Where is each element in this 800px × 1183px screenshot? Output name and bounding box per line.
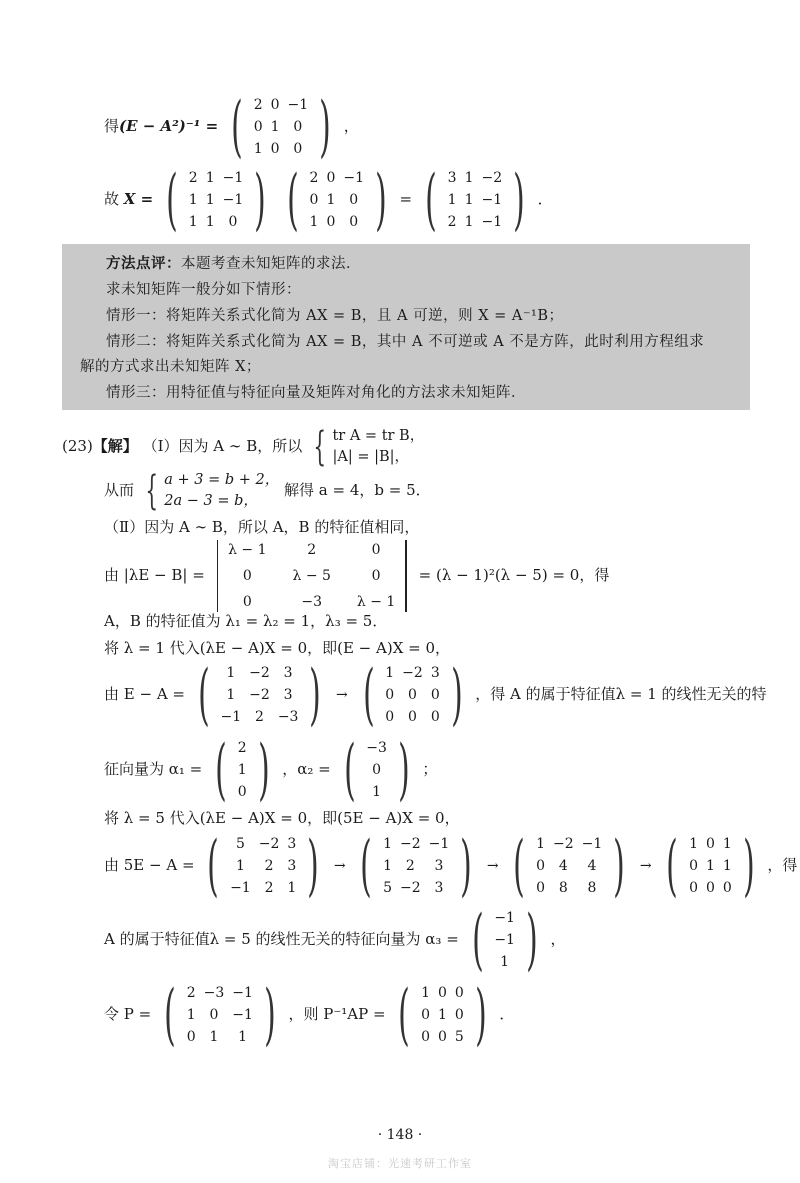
reduce-5e-minus-a <box>104 827 798 904</box>
bracket: ) <box>526 901 538 978</box>
eigenvalues: A，B 的特征值为 λ₁ = λ₂ = 1，λ₃ = 5． <box>104 612 388 630</box>
bracket: ( <box>207 827 219 904</box>
matrix-cell: −2 <box>249 665 270 681</box>
watermark: 淘宝店铺：光速考研工作室 <box>328 1157 472 1170</box>
bracket: ( <box>215 731 227 808</box>
matrix-cell: 1 <box>500 954 510 970</box>
matrix-cell: 1 <box>722 858 732 874</box>
bracket: ( <box>360 827 372 904</box>
matrix-cell: 4 <box>558 858 568 874</box>
matrix-grid <box>217 662 303 728</box>
matrix-cell: −1 <box>230 880 251 896</box>
matrix-cell: −2 <box>400 836 421 852</box>
text: A 的属于特征值λ = 5 的线性无关的特征向量为 α₃ = <box>104 930 459 948</box>
text: ，则 P⁻¹AP = <box>288 1005 386 1023</box>
matrix-cell: 1 <box>205 170 215 186</box>
matrix-cell: 1 <box>722 836 732 852</box>
sys-row: |A| = |B|， <box>332 449 410 465</box>
matrix-cell: 0 <box>293 119 303 135</box>
matrix-cell: 1 <box>253 141 263 157</box>
substitute-lambda-5: 将 λ = 5 代入(λE − A)X = 0，即(5E − A)X = 0， <box>104 809 460 827</box>
det-bar <box>217 540 219 612</box>
matrix-cell: 1 <box>188 214 198 230</box>
bracket: ( <box>398 976 410 1053</box>
matrix-cell: 0 <box>242 568 252 584</box>
matrix-cell: −3 <box>203 985 225 1001</box>
matrix-cell: 0 <box>421 1007 430 1023</box>
matrix-cell: 2 <box>237 740 247 756</box>
bracket: ( <box>471 901 484 978</box>
matrix-cell: 1 <box>447 192 457 208</box>
comment-line-6: 情形三：用特征值与特征向量及矩阵对角化的方法求未知矩阵． <box>106 385 526 401</box>
matrix-grid <box>490 907 519 973</box>
system-ab: { a + 3 = b + 2， 2a − 3 = b， <box>145 468 280 514</box>
matrix-cell: −1 <box>494 910 515 926</box>
matrix-5e-a-3 <box>506 827 632 904</box>
matrix-cell: 0 <box>326 170 336 186</box>
matrix-cell: 0 <box>437 985 447 1001</box>
bracket: ) <box>307 827 319 904</box>
text: = (λ − 1)²(λ − 5) = 0，得 <box>418 566 610 584</box>
matrix-cell: 1 <box>326 192 336 208</box>
matrix-cell: 2 <box>264 880 274 896</box>
matrix-e-a <box>191 656 328 733</box>
matrix-cell: 0 <box>372 762 382 778</box>
matrix-cell: 0 <box>437 1029 447 1045</box>
matrix-cell: 8 <box>558 880 568 896</box>
bracket: ) <box>309 656 322 733</box>
comment-line-2: 求未知矩阵一般分如下情形： <box>106 282 301 298</box>
matrix-grid <box>224 540 399 612</box>
matrix-cell: 4 <box>587 858 597 874</box>
vector-alpha2 <box>337 731 417 808</box>
matrix-grid <box>444 167 506 233</box>
vector-alpha3 <box>465 901 545 978</box>
matrix-cell: 0 <box>536 880 545 896</box>
matrix-cell: 1 <box>287 880 297 896</box>
bracket: ) <box>254 161 266 238</box>
matrix-cell: −3 <box>301 594 323 610</box>
bracket: ( <box>164 976 176 1053</box>
matrix-cell: 0 <box>349 214 359 230</box>
system-trace: { tr A = tr B， |A| = |B|， <box>313 424 425 470</box>
matrix-grid <box>379 833 453 899</box>
matrix-cell: 2 <box>264 858 274 874</box>
matrix-grid <box>250 94 312 160</box>
solution-tag: 【解】 <box>92 437 138 455</box>
text: ， <box>550 930 566 948</box>
matrix-grid <box>306 167 368 233</box>
characteristic-determinant <box>104 540 609 612</box>
matrix-cell: 3 <box>283 665 293 681</box>
bracket: ) <box>450 656 463 733</box>
bracket: ) <box>319 88 331 165</box>
text: 从而 <box>104 481 135 499</box>
matrix-grid <box>234 737 251 803</box>
matrix-cell: −1 <box>494 932 515 948</box>
matrix-cell: 5 <box>235 836 245 852</box>
matrix-cell: 1 <box>226 665 236 681</box>
matrix-cell: 0 <box>209 1007 219 1023</box>
matrix-cell: 2 <box>447 214 457 230</box>
matrix-cell: 1 <box>689 836 698 852</box>
matrix-cell: 2 <box>186 985 196 1001</box>
matrix-cell: 1 <box>205 192 215 208</box>
text: ； <box>422 760 438 778</box>
solution-part-2: （Ⅱ）因为 A ∼ B，所以 A，B 的特征值相同， <box>104 518 420 536</box>
matrix-5e-a-1 <box>200 827 326 904</box>
matrix-cell: 1 <box>209 1029 219 1045</box>
matrix-cell: 1 <box>226 687 236 703</box>
comment-line-4: 情形二：将矩阵关系式化简为 AX = B，其中 A 不可逆或 A 不是方阵，此时利用方程组求 <box>106 334 705 350</box>
bracket: ( <box>362 656 375 733</box>
matrix-xb <box>280 161 394 238</box>
matrix-e-a-reduced <box>356 656 470 733</box>
matrix-cell: 1 <box>464 214 474 230</box>
matrix-inv <box>224 88 338 165</box>
matrix-cell: 0 <box>186 1029 196 1045</box>
matrix-cell: 3 <box>287 858 297 874</box>
vector-alpha1 <box>208 731 276 808</box>
matrix-cell: 0 <box>430 709 440 725</box>
bracket: ( <box>286 161 299 238</box>
arrow-icon: → <box>333 858 346 874</box>
matrix-grid <box>183 982 257 1048</box>
matrix-grid <box>685 833 736 899</box>
bracket: ( <box>424 161 437 238</box>
text: 本题考查未知矩阵的求法． <box>181 256 361 272</box>
bracket: ) <box>375 161 387 238</box>
matrix-cell: 3 <box>434 858 444 874</box>
x-equation <box>104 161 553 238</box>
det-bar <box>405 540 407 612</box>
text: ，得 <box>767 856 798 874</box>
matrix-cell: 0 <box>706 836 715 852</box>
matrix-cell: 2 <box>307 542 317 558</box>
matrix-cell: 8 <box>587 880 597 896</box>
matrix-grid <box>532 833 606 899</box>
matrix-cell: 2 <box>405 858 415 874</box>
matrix-cell: −1 <box>220 709 242 725</box>
matrix-cell: 0 <box>722 880 732 896</box>
bracket: ) <box>742 827 755 904</box>
matrix-cell: −1 <box>481 192 503 208</box>
matrix-cell: 1 <box>186 1007 196 1023</box>
sys-row: 2a − 3 = b， <box>164 493 258 509</box>
matrix-cell: 1 <box>188 192 198 208</box>
matrix-cell: 5 <box>383 880 392 896</box>
text: 征向量为 α₁ = <box>104 760 203 778</box>
matrix-cell: −1 <box>222 170 244 186</box>
matrix-cell: 0 <box>430 687 440 703</box>
matrix-cell: 3 <box>287 836 297 852</box>
matrix-cell: 0 <box>689 858 698 874</box>
matrix-xa <box>159 161 273 238</box>
matrix-cell: −1 <box>428 836 450 852</box>
matrix-cell: −2 <box>402 665 423 681</box>
bracket: ( <box>343 731 356 808</box>
text: 得 <box>104 117 120 135</box>
matrix-cell: 0 <box>371 568 381 584</box>
bracket: ) <box>264 976 276 1053</box>
matrix-cell: 1 <box>383 858 392 874</box>
text: 令 P = <box>104 1005 152 1023</box>
matrix-p <box>157 976 283 1053</box>
matrix-cell: −2 <box>258 836 280 852</box>
matrix-cell: 1 <box>536 836 545 852</box>
bracket: ) <box>460 827 472 904</box>
bracket: ( <box>197 656 210 733</box>
matrix-cell: 0 <box>408 687 417 703</box>
matrix-cell: 1 <box>464 170 474 186</box>
matrix-grid <box>417 982 468 1048</box>
matrix-cell: 0 <box>309 192 319 208</box>
matrix-5e-a-2 <box>353 827 479 904</box>
matrix-cell: −2 <box>400 880 421 896</box>
bracket: ( <box>166 161 178 238</box>
matrix-cell: 0 <box>293 141 303 157</box>
determinant <box>211 540 413 612</box>
matrix-cell: −1 <box>481 214 503 230</box>
matrix-cell: 0 <box>270 97 280 113</box>
matrix-cell: 0 <box>349 192 359 208</box>
matrix-cell: 2 <box>188 170 198 186</box>
matrix-5e-a-4 <box>659 827 761 904</box>
formula: X = <box>123 190 154 208</box>
matrix-cell: 0 <box>408 709 417 725</box>
bracket: ) <box>257 731 270 808</box>
matrix-cell: 0 <box>706 880 715 896</box>
matrix-diagonal <box>391 976 493 1053</box>
comment-line-1 <box>106 252 361 273</box>
page-number: · 148 · <box>377 1127 423 1143</box>
eigenvectors-1 <box>104 731 438 808</box>
matrix-cell: 0 <box>242 594 252 610</box>
matrix-cell: 0 <box>689 880 698 896</box>
matrix-cell: 1 <box>383 836 392 852</box>
text: 由 |λE − B| = <box>104 566 205 584</box>
matrix-cell: 0 <box>385 687 395 703</box>
matrix-cell: 0 <box>454 985 464 1001</box>
diagonalization <box>104 976 515 1053</box>
matrix-cell: 0 <box>270 141 280 157</box>
matrix-cell: 1 <box>309 214 319 230</box>
comment-heading: 方法点评： <box>106 255 181 272</box>
eigenvector-3 <box>104 901 566 978</box>
matrix-cell: 1 <box>235 858 245 874</box>
solution-part-1b <box>104 470 431 512</box>
problem-number: (23) <box>62 437 93 455</box>
matrix-cell: 0 <box>454 1007 464 1023</box>
inverse-equation <box>104 88 359 165</box>
text: （Ⅰ）因为 A ∼ B，所以 <box>142 437 303 455</box>
matrix-cell: 0 <box>237 784 247 800</box>
arrow-icon: → <box>639 858 652 874</box>
matrix-cell: 0 <box>385 709 395 725</box>
matrix-cell: 0 <box>536 858 545 874</box>
matrix-cell: 3 <box>447 170 457 186</box>
sys-row: a + 3 = b + 2， <box>164 472 280 488</box>
matrix-grid <box>185 167 247 233</box>
reduce-e-minus-a <box>104 656 767 733</box>
arrow-icon: → <box>335 687 348 703</box>
text: ，得 A 的属于特征值λ = 1 的线性无关的特 <box>475 685 767 703</box>
matrix-cell: λ − 1 <box>228 542 267 558</box>
matrix-grid <box>226 833 300 899</box>
matrix-cell: 3 <box>434 880 444 896</box>
matrix-cell: 1 <box>238 1029 248 1045</box>
matrix-cell: λ − 1 <box>356 594 396 610</box>
matrix-cell: 0 <box>253 119 263 135</box>
matrix-cell: −3 <box>366 740 387 756</box>
equals: = <box>399 190 413 208</box>
matrix-cell: 0 <box>421 1029 430 1045</box>
matrix-cell: −1 <box>232 1007 253 1023</box>
matrix-cell: 1 <box>270 119 280 135</box>
matrix-cell: 0 <box>371 542 381 558</box>
matrix-cell: 1 <box>385 665 395 681</box>
matrix-grid <box>381 662 443 728</box>
matrix-cell: −1 <box>343 170 365 186</box>
bracket: ) <box>613 827 625 904</box>
text: ． <box>499 1005 515 1023</box>
bracket: ) <box>513 161 525 238</box>
bracket: ) <box>474 976 487 1053</box>
matrix-cell: 2 <box>253 97 263 113</box>
matrix-cell: −3 <box>277 709 299 725</box>
matrix-cell: 1 <box>464 192 474 208</box>
matrix-cell: 1 <box>437 1007 447 1023</box>
matrix-cell: 1 <box>372 784 382 800</box>
matrix-xc <box>418 161 532 238</box>
matrix-cell: 5 <box>454 1029 464 1045</box>
matrix-cell: λ − 5 <box>292 568 331 584</box>
bracket: ) <box>397 731 410 808</box>
matrix-cell: 1 <box>237 762 247 778</box>
matrix-cell: −2 <box>481 170 503 186</box>
bracket: ( <box>666 827 678 904</box>
sys-row: tr A = tr B， <box>332 428 425 444</box>
text: 由 5E − A = <box>104 856 195 874</box>
substitute-lambda-1: 将 λ = 1 代入(λE − A)X = 0，即(E − A)X = 0， <box>104 639 451 657</box>
arrow-icon: → <box>486 858 499 874</box>
matrix-cell: 2 <box>255 709 264 725</box>
text: ，α₂ = <box>282 760 331 778</box>
matrix-cell: 1 <box>706 858 715 874</box>
matrix-cell: −1 <box>232 985 253 1001</box>
matrix-cell: 3 <box>430 665 440 681</box>
text: ． <box>537 190 553 208</box>
matrix-grid <box>362 737 391 803</box>
text: 故 <box>104 190 120 208</box>
solution-part-1 <box>62 426 424 468</box>
matrix-cell: 1 <box>205 214 215 230</box>
matrix-cell: −1 <box>287 97 309 113</box>
text: ， <box>343 117 359 135</box>
matrix-cell: 0 <box>326 214 336 230</box>
matrix-cell: −2 <box>553 836 574 852</box>
bracket: ( <box>513 827 525 904</box>
text: 解得 a = 4，b = 5． <box>284 481 431 499</box>
text: 由 E − A = <box>104 685 185 703</box>
matrix-cell: 1 <box>421 985 430 1001</box>
bracket: ( <box>231 88 243 165</box>
comment-line-3: 情形一：将矩阵关系式化简为 AX = B，且 A 可逆，则 X = A⁻¹B； <box>106 308 564 324</box>
matrix-cell: −1 <box>581 836 603 852</box>
matrix-cell: −2 <box>249 687 270 703</box>
matrix-cell: 0 <box>228 214 238 230</box>
formula: (E − A²)⁻¹ = <box>119 117 219 135</box>
matrix-cell: 2 <box>309 170 319 186</box>
matrix-cell: −1 <box>222 192 244 208</box>
matrix-cell: 3 <box>283 687 293 703</box>
comment-line-5: 解的方式求出未知矩阵 X； <box>80 359 261 375</box>
